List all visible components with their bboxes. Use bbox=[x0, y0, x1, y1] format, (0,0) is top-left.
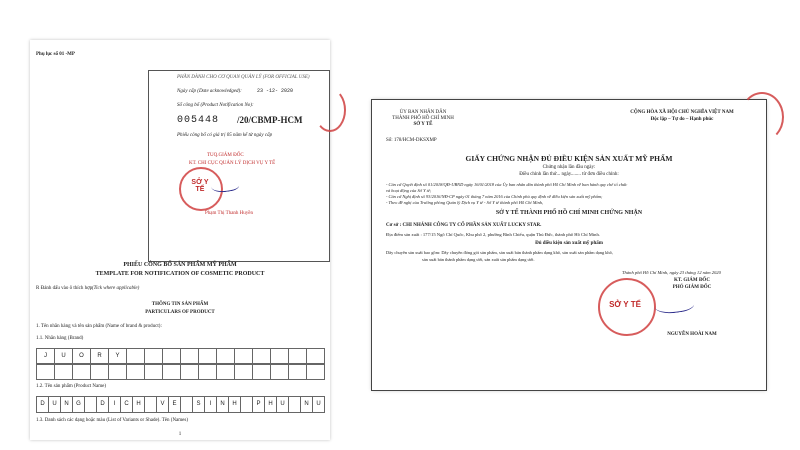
date-label: Ngày cấp (Date acknowledged): bbox=[177, 89, 242, 94]
product-char-cell: C bbox=[120, 396, 133, 413]
product-char-cell: E bbox=[168, 396, 181, 413]
product-char-cell: H bbox=[228, 396, 241, 413]
certifier-line: SỞ Y TẾ THÀNH PHỐ HỒ CHÍ MINH CHỨNG NHẬN bbox=[495, 210, 643, 216]
appendix-label: Phụ lục số 01 -MP bbox=[36, 52, 75, 57]
product-char-cell: V bbox=[156, 396, 169, 413]
tick-note: R Đánh dấu vào ô thích hợp bbox=[36, 286, 93, 291]
edge-stamp-icon bbox=[314, 88, 346, 132]
brand-char-grid-2 bbox=[36, 363, 324, 380]
product-char-cell: U bbox=[48, 396, 61, 413]
product-char-cell: I bbox=[108, 396, 121, 413]
qualified-line: Đủ điều kiện sản xuất mỹ phẩm bbox=[535, 241, 603, 246]
basis-1b: và hoạt động của Sở Y tế; bbox=[386, 188, 432, 193]
nation-line-1: CỘNG HÒA XÃ HỘI CHỦ NGHĨA VIỆT NAM bbox=[630, 110, 734, 115]
signer-title-1: TUQ.GIÁM ĐỐC bbox=[207, 153, 244, 158]
product-char-cell: H bbox=[264, 396, 277, 413]
page-number: 1 bbox=[178, 432, 182, 437]
item-1-2-label: 1.2. Tên sản phẩm (Product Name) bbox=[36, 384, 107, 389]
item-1-label: 1. Tên nhãn hàng và tên sản phẩm (Name of brand & product): bbox=[36, 324, 162, 329]
adjust-line: Điều chỉnh lần thứ... ngày........ từ đơn điều chỉnh: bbox=[519, 172, 619, 177]
product-char-cell: D bbox=[36, 396, 49, 413]
product-char-cell: G bbox=[72, 396, 85, 413]
facility-line: Cơ sở : CHI NHÁNH CÔNG TY CỔ PHẦN SẢN XUẤT LUCKY STAR. bbox=[386, 223, 542, 228]
certificate-title: GIẤY CHỨNG NHẬN ĐỦ ĐIỀU KIỆN SẢN XUẤT MỸ PHẨM bbox=[465, 154, 673, 163]
brand-char-cell: U bbox=[54, 348, 73, 365]
product-char-cell: P bbox=[252, 396, 265, 413]
product-char-cell: U bbox=[276, 396, 289, 413]
receipt-label: Số công bố (Product Notification No): bbox=[177, 103, 254, 108]
receipt-number: 005448 bbox=[177, 115, 220, 126]
director-name: NGUYỄN HOÀI NAM bbox=[667, 332, 717, 337]
official-use-header: PHẦN DÀNH CHO CƠ QUAN QUẢN LÝ (FOR OFFICIAL USE) bbox=[177, 75, 310, 80]
basis-1: - Căn cứ Quyết định số 01/2018/QĐ-UBND ngày 16/01/2018 của Ủy ban nhân dân thành phố Hồ Chí Minh về ban hành quy chế tổ chức bbox=[386, 182, 628, 187]
agency-line-3: SỞ Y TẾ bbox=[413, 122, 433, 127]
certificate-stamp-label: SỞ Y TẾ bbox=[609, 300, 641, 309]
item-1-3-label: 1.3. Danh sách các dạng hoặc màu (List of Variants or Shade). Tên (Names) bbox=[36, 418, 188, 423]
product-char-cell: U bbox=[312, 396, 325, 413]
item-1-1-label: 1.1. Nhãn hàng (Brand) bbox=[36, 336, 84, 341]
brand-char-cell: Y bbox=[108, 348, 127, 365]
basis-2: - Căn cứ Nghị định số 93/2016/NĐ-CP ngày 01 tháng 7 năm 2016 của Chính phủ quy định về điều kiện sản xuất mỹ phẩm; bbox=[386, 194, 603, 199]
tick-note-en: (Tick where applicable) bbox=[92, 286, 140, 291]
brand-char-cell: O bbox=[72, 348, 91, 365]
receipt-suffix: /20/CBMP-HCM bbox=[237, 115, 303, 125]
section-title-vn: THÔNG TIN SẢN PHẨM bbox=[151, 302, 209, 307]
product-char-cell: S bbox=[192, 396, 205, 413]
sign-title-1: KT. GIÁM ĐỐC bbox=[674, 278, 710, 283]
product-char-cell: N bbox=[300, 396, 313, 413]
title-vn: PHIẾU CÔNG BỐ SẢN PHẨM MỸ PHẨM bbox=[123, 262, 237, 268]
production-certificate-document bbox=[372, 100, 766, 390]
stamp-label: SỞ Y TẾ bbox=[191, 179, 209, 193]
director-signature-icon bbox=[653, 293, 695, 315]
signer-title-2: KT. CHI CỤC QUẢN LÝ DỊCH VỤ Y TẾ bbox=[189, 161, 276, 166]
section-title-en: PARTICULARS OF PRODUCT bbox=[145, 310, 215, 315]
validity-note: Phiếu công bố có giá trị 05 năm kể từ ngày cấp bbox=[177, 133, 273, 138]
official-use-box bbox=[148, 70, 330, 262]
product-char-cell: H bbox=[132, 396, 145, 413]
place-date: Thành phố Hồ Chí Minh, ngày 23 tháng 12 năm 2020 bbox=[622, 270, 721, 275]
corner-stamp-icon bbox=[740, 92, 784, 142]
brand-char-cell: J bbox=[36, 348, 55, 365]
date-value: 23 -12- 2020 bbox=[257, 88, 294, 94]
product-char-cell: N bbox=[216, 396, 229, 413]
title-en: TEMPLATE FOR NOTIFICATION OF COSMETIC PRODUCT bbox=[95, 271, 265, 277]
basis-3: - Theo đề nghị của Trưởng phòng Quản lý Dịch vụ Y tế - Sở Y tế thành phố Hồ Chí Minh, bbox=[386, 200, 544, 205]
agency-line-2: THÀNH PHỐ HỒ CHÍ MINH bbox=[392, 116, 454, 121]
brand-char-cell: R bbox=[90, 348, 109, 365]
signer-name: Phạm Thị Thanh Huyền bbox=[205, 211, 254, 216]
nation-line-2: Độc lập – Tự do – Hạnh phúc bbox=[650, 117, 714, 122]
address-line: Địa điểm sản xuất : 177/15 Ngô Chí Quốc, Khu phố 2, phường Bình Chiểu, quận Thủ Đức, thành phố Hồ Chí Minh. bbox=[386, 232, 600, 237]
production-lines-1: Dây chuyền sản xuất bao gồm: Dây chuyền đóng gói sản phẩm, sản xuất bán thành phẩm dạng khô, sản xuất sản phẩm dạng khô, bbox=[386, 250, 613, 255]
product-char-cell: D bbox=[96, 396, 109, 413]
production-lines-2: sản xuất bán thành phẩm dạng ướt, sản xuất sản phẩm dạng ướt. bbox=[422, 257, 535, 262]
product-char-grid bbox=[36, 396, 324, 413]
issue-line: Chứng nhận lần đầu ngày: bbox=[542, 165, 596, 170]
product-char-cell: N bbox=[60, 396, 73, 413]
cosmetic-notification-document bbox=[30, 40, 330, 440]
sign-title-2: PHÓ GIÁM ĐỐC bbox=[672, 285, 712, 290]
agency-line-1: ỦY BAN NHÂN DÂN bbox=[399, 110, 447, 115]
product-char-cell: I bbox=[204, 396, 217, 413]
certificate-number: Số: 178/HCM-DKSXMP bbox=[386, 138, 437, 143]
